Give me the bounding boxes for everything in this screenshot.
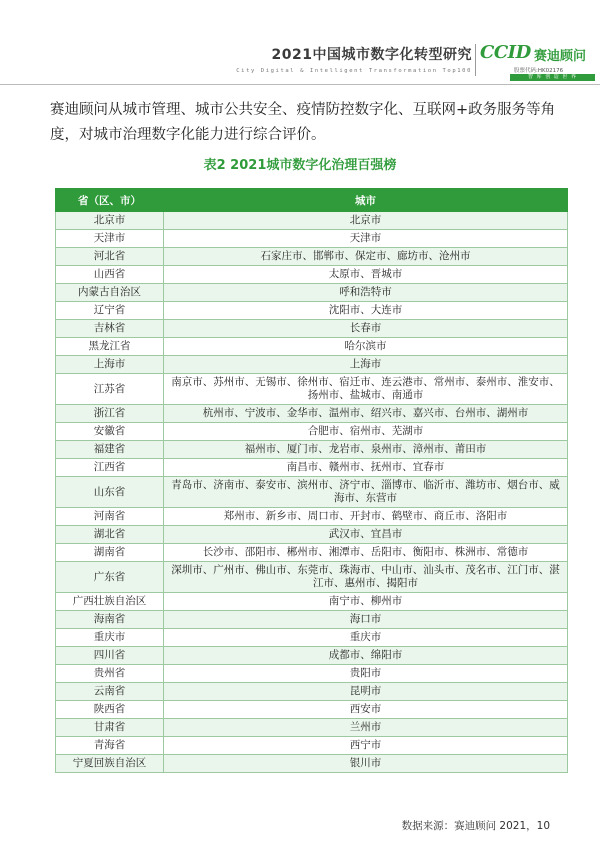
province-cell: 海南省 <box>56 611 164 629</box>
cities-cell: 深圳市、广州市、佛山市、东莞市、珠海市、中山市、汕头市、茂名市、江门市、湛江市、惠州市、揭阳市 <box>164 562 568 593</box>
cities-cell: 杭州市、宁波市、金华市、温州市、绍兴市、嘉兴市、台州市、湖州市 <box>164 405 568 423</box>
cities-cell: 长沙市、邵阳市、郴州市、湘潭市、岳阳市、衡阳市、株洲市、常德市 <box>164 544 568 562</box>
cities-cell: 昆明市 <box>164 683 568 701</box>
province-cell: 青海省 <box>56 737 164 755</box>
province-cell: 山东省 <box>56 477 164 508</box>
header-cities: 城市 <box>164 189 568 212</box>
ranking-table <box>55 188 568 773</box>
province-cell: 宁夏回族自治区 <box>56 755 164 773</box>
cities-cell: 石家庄市、邯郸市、保定市、廊坊市、沧州市 <box>164 248 568 266</box>
province-cell: 福建省 <box>56 441 164 459</box>
header-rule <box>0 84 600 85</box>
cities-cell: 南宁市、柳州市 <box>164 593 568 611</box>
table-caption: 表2 2021城市数字化治理百强榜 <box>203 158 397 173</box>
table-row <box>56 284 568 302</box>
province-cell: 天津市 <box>56 230 164 248</box>
province-cell: 陕西省 <box>56 701 164 719</box>
cities-cell: 西安市 <box>164 701 568 719</box>
province-cell: 广西壮族自治区 <box>56 593 164 611</box>
table-row <box>56 629 568 647</box>
province-cell: 江西省 <box>56 459 164 477</box>
header-divider <box>475 44 476 76</box>
table-row <box>56 356 568 374</box>
header-province: 省（区、市） <box>56 189 164 212</box>
intro-paragraph: 赛迪顾问从城市管理、城市公共安全、疫情防控数字化、互联网+政务服务等角度，对城市治理数字化能力进行综合评价。 <box>50 102 556 143</box>
cities-cell: 北京市 <box>164 212 568 230</box>
province-cell: 湖南省 <box>56 544 164 562</box>
table-row <box>56 212 568 230</box>
data-source-footer: 数据来源：赛迪顾问 2021，10 <box>401 820 550 832</box>
table-row <box>56 755 568 773</box>
report-title: 2021中国城市数字化转型研究 <box>271 47 472 63</box>
table-row <box>56 423 568 441</box>
table-row <box>56 665 568 683</box>
ccid-logo <box>480 42 595 82</box>
table-row <box>56 338 568 356</box>
table-row <box>56 526 568 544</box>
cities-cell: 兰州市 <box>164 719 568 737</box>
cities-cell: 南昌市、赣州市、抚州市、宜春市 <box>164 459 568 477</box>
cities-cell: 武汉市、宜昌市 <box>164 526 568 544</box>
table-row <box>56 374 568 405</box>
table-row <box>56 719 568 737</box>
province-cell: 吉林省 <box>56 320 164 338</box>
province-cell: 甘肃省 <box>56 719 164 737</box>
table-row <box>56 266 568 284</box>
table-row <box>56 248 568 266</box>
table-row <box>56 593 568 611</box>
table-body <box>56 212 568 773</box>
cities-cell: 银川市 <box>164 755 568 773</box>
province-cell: 内蒙古自治区 <box>56 284 164 302</box>
cities-cell: 上海市 <box>164 356 568 374</box>
province-cell: 四川省 <box>56 647 164 665</box>
cities-cell: 福州市、厦门市、龙岩市、泉州市、漳州市、莆田市 <box>164 441 568 459</box>
province-cell: 广东省 <box>56 562 164 593</box>
province-cell: 上海市 <box>56 356 164 374</box>
cities-cell: 呼和浩特市 <box>164 284 568 302</box>
province-cell: 山西省 <box>56 266 164 284</box>
table-row <box>56 562 568 593</box>
table-row <box>56 441 568 459</box>
page-header <box>0 0 600 82</box>
province-cell: 黑龙江省 <box>56 338 164 356</box>
cities-cell: 成都市、绵阳市 <box>164 647 568 665</box>
logo-company-name: 赛迪顾问 <box>534 49 587 64</box>
table-row <box>56 611 568 629</box>
table-row <box>56 737 568 755</box>
cities-cell: 长春市 <box>164 320 568 338</box>
province-cell: 浙江省 <box>56 405 164 423</box>
stock-code: 股票代码:HK02176 <box>514 68 564 74</box>
logo-ccid-text: CCID <box>480 42 531 63</box>
province-cell: 河北省 <box>56 248 164 266</box>
cities-cell: 重庆市 <box>164 629 568 647</box>
cities-cell: 海口市 <box>164 611 568 629</box>
report-subtitle: City Digital & Intelligent Transformation Top100 <box>236 68 472 74</box>
province-cell: 贵州省 <box>56 665 164 683</box>
table-row <box>56 647 568 665</box>
table-row <box>56 544 568 562</box>
table-row <box>56 230 568 248</box>
cities-cell: 贵阳市 <box>164 665 568 683</box>
table-header-row <box>56 189 568 212</box>
table-row <box>56 683 568 701</box>
table-row <box>56 477 568 508</box>
logo-slogan: 智 库 创 造 世 界 <box>510 74 595 81</box>
cities-cell: 天津市 <box>164 230 568 248</box>
cities-cell: 哈尔滨市 <box>164 338 568 356</box>
table-row <box>56 405 568 423</box>
table-row <box>56 459 568 477</box>
table-row <box>56 320 568 338</box>
province-cell: 云南省 <box>56 683 164 701</box>
cities-cell: 青岛市、济南市、泰安市、滨州市、济宁市、淄博市、临沂市、潍坊市、烟台市、威海市、东营市 <box>164 477 568 508</box>
province-cell: 安徽省 <box>56 423 164 441</box>
province-cell: 江苏省 <box>56 374 164 405</box>
cities-cell: 郑州市、新乡市、周口市、开封市、鹤壁市、商丘市、洛阳市 <box>164 508 568 526</box>
cities-cell: 沈阳市、大连市 <box>164 302 568 320</box>
table-row <box>56 508 568 526</box>
cities-cell: 西宁市 <box>164 737 568 755</box>
province-cell: 辽宁省 <box>56 302 164 320</box>
cities-cell: 太原市、晋城市 <box>164 266 568 284</box>
province-cell: 北京市 <box>56 212 164 230</box>
province-cell: 河南省 <box>56 508 164 526</box>
cities-cell: 南京市、苏州市、无锡市、徐州市、宿迁市、连云港市、常州市、泰州市、淮安市、扬州市、盐城市、南通市 <box>164 374 568 405</box>
province-cell: 湖北省 <box>56 526 164 544</box>
table-row <box>56 302 568 320</box>
cities-cell: 合肥市、宿州市、芜湖市 <box>164 423 568 441</box>
table-row <box>56 701 568 719</box>
province-cell: 重庆市 <box>56 629 164 647</box>
